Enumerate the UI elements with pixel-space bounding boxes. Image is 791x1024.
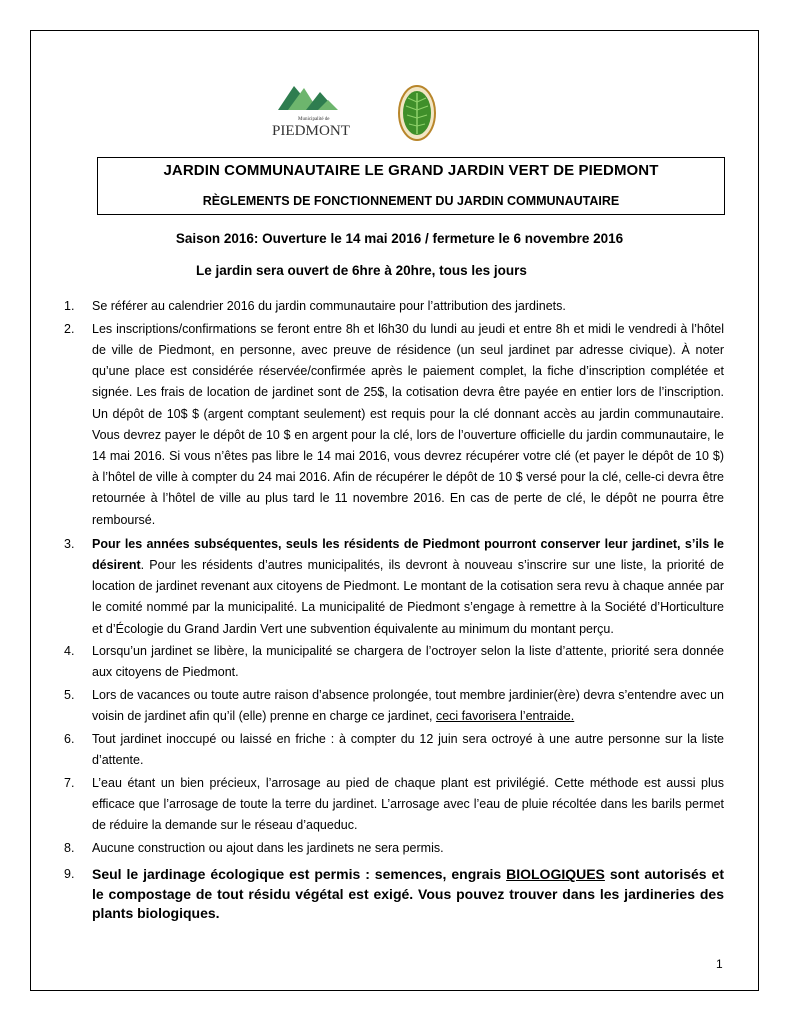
rule-number: 6. — [64, 732, 75, 747]
rule-item-3 — [64, 534, 724, 640]
rule-text: Aucune construction ou ajout dans les jardinets ne sera permis. — [92, 841, 444, 856]
rule-underlined-text: ceci favorisera l’entraide. — [435, 709, 575, 724]
rule-text: L’eau étant un bien précieux, l’arrosage au pied de chaque plant est privilégié. Cette méthode est aussi plus efficace que l’arrosage de toute la terre du jardinet. L’arrosage avec l’eau de pluie récoltée dans les barils permet de réduire la demande sur le réseau d’aqueduc. — [92, 775, 724, 833]
title-box — [97, 157, 725, 215]
rule-text: . Pour les résidents d’autres municipalités, ils devront à nouveau s’inscrire sur une liste, la priorité de location de jardinet revenant aux citoyens de Piedmont. Le montant de la cotisation sera revu à chaque année par le comité nommé par la municipalité. La municipalité de Piedmont s’engage à remettre à la Société d’Horticulture et d’Écologie du Grand Jardin Vert une subvention équivalente au minimum du montant perçu. — [92, 557, 724, 636]
rule-number: 5. — [64, 688, 75, 703]
rule-text: Lorsqu’un jardinet se libère, la municipalité se chargera de l’octroyer selon la liste d’attente, priorité sera donnée aux citoyens de Piedmont. — [92, 644, 724, 680]
piedmont-logo — [272, 80, 352, 138]
rule-number: 9. — [64, 867, 75, 882]
rule-item-2 — [64, 319, 724, 531]
rule-number: 4. — [64, 644, 75, 659]
opening-hours: Le jardin sera ouvert de 6hre à 20hre, tous les jours — [196, 263, 527, 278]
rule-item-8 — [64, 838, 724, 859]
page-number: 1 — [716, 957, 723, 971]
logo-small-text: Municipalité de — [298, 117, 330, 122]
rule-text: Lors de vacances ou toute autre raison d’absence prolongée, tout membre jardinier(ère) devra s’entendre avec un voisin de jardinet afin qu’il (elle) prenne en charge ce jardinet, — [92, 688, 724, 724]
logo-name-text: PIEDMONT — [272, 123, 350, 138]
rule-item-9 — [64, 865, 724, 924]
rule-text: Les inscriptions/confirmations se feront entre 8h et l6h30 du lundi au jeudi et entre 8h et midi le vendredi à l’hôtel de ville de Piedmont, en personne, avec preuve de résidence (un seul jardinet par adresse civique). À noter qu’une place est considérée réservée/confirmée après le paiement complet, la fiche d’inscription complétée et signée. Les frais de location de jardinet sont de 25$, la cotisation devra être payée en entier lors de l’inscription. Un dépôt de 10$ $ (argent comptant seulement) est requis pour la clé donnant accès au jardin communautaire. Vous devrez payer le dépôt de 10 $ en argent pour la clé, lors de l’ouverture officielle du jardin communautaire, le 14 mai 2016. Si vous n’êtes pas libre le 14 mai 2016, vous devrez récupérer votre clé (et payer le dépôt de 10 $) à l’hôtel de ville à compter du 24 mai 2016. Afin de récupérer le dépôt de 10 $ versé pour la clé, celle-ci devra être retournée à l’hôtel de ville au plus tard le 11 novembre 2016. En cas de perte de clé, le dépôt ne pourra être remboursé. — [92, 321, 724, 527]
document-title: JARDIN COMMUNAUTAIRE LE GRAND JARDIN VERT DE PIEDMONT — [163, 162, 659, 179]
rule-item-4 — [64, 641, 724, 683]
rule-text: Seul le jardinage écologique est permis : semences, engrais — [92, 866, 507, 883]
rule-underlined-text: BIOLOGIQUES — [506, 866, 605, 883]
rule-text: Tout jardinet inoccupé ou laissé en friche : à compter du 12 juin sera octroyé à une autre personne sur la liste d’attente. — [92, 732, 724, 768]
rule-number: 3. — [64, 536, 75, 551]
rule-number: 8. — [64, 841, 75, 856]
rule-text: Se référer au calendrier 2016 du jardin communautaire pour l’attribution des jardinets. — [92, 299, 566, 313]
season-dates: Saison 2016: Ouverture le 14 mai 2016 / fermeture le 6 novembre 2016 — [175, 231, 624, 246]
rule-number: 2. — [64, 321, 75, 336]
rule-bold-text: Pour les années subséquentes, seuls les résidents de Piedmont pourront conserver leur jardinet, s’ils le désirent — [92, 536, 724, 572]
leaf-emblem-icon — [396, 82, 438, 144]
rule-item-7 — [64, 773, 724, 837]
rules-list — [64, 296, 724, 925]
rule-item-1 — [64, 296, 724, 317]
garden-leaf-logo — [396, 82, 438, 144]
rule-number: 1. — [64, 299, 75, 313]
rule-item-5 — [64, 685, 724, 727]
mountain-logo-icon — [272, 80, 352, 138]
rule-number: 7. — [64, 775, 75, 790]
document-subtitle: RÈGLEMENTS DE FONCTIONNEMENT DU JARDIN COMMUNAUTAIRE — [202, 194, 620, 208]
rule-item-6 — [64, 729, 724, 771]
rule-text-after: sont autorisés et le compostage de tout résidu végétal est exigé. Vous pouvez trouver dans les jardineries des plants biologiques. — [92, 866, 724, 922]
